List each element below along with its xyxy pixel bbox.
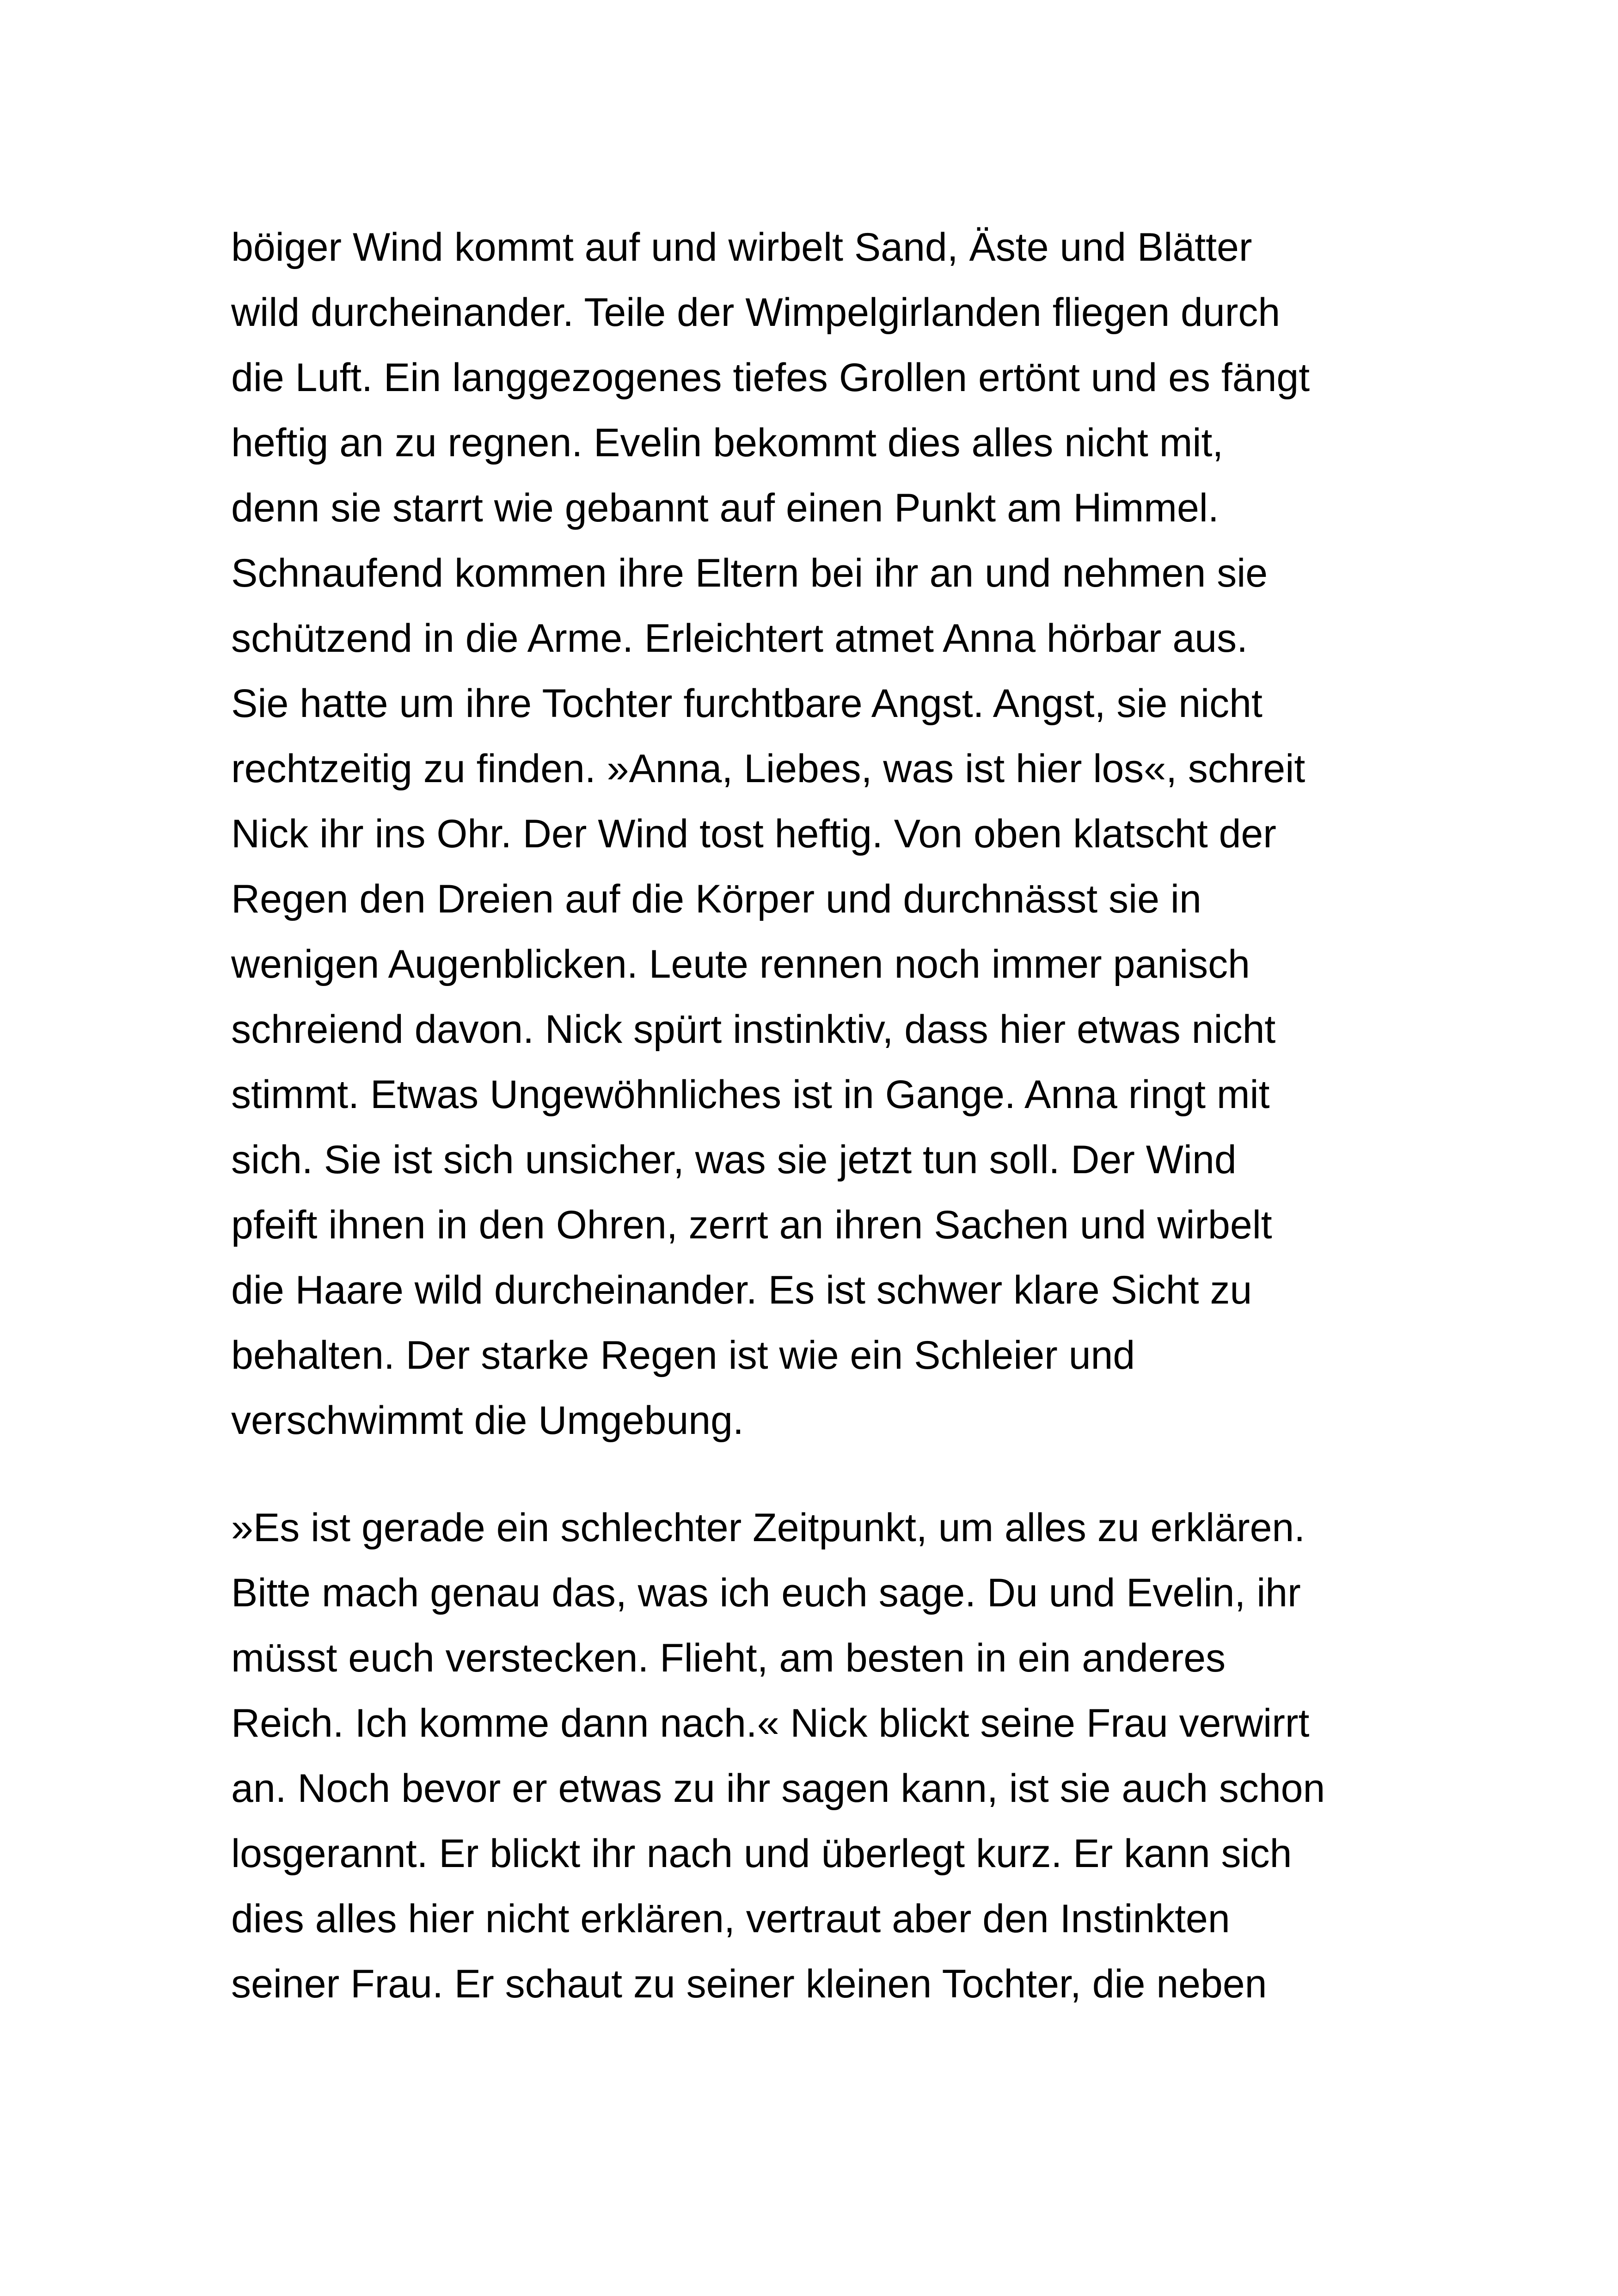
text-line: Schnaufend kommen ihre Eltern bei ihr an und nehmen sie [231, 551, 1268, 595]
text-line: sich. Sie ist sich unsicher, was sie jetzt tun soll. Der Wind [231, 1138, 1237, 1182]
text-line: böiger Wind kommt auf und wirbelt Sand, Äste und Blätter [231, 225, 1252, 269]
text-line: dies alles hier nicht erklären, vertraut aber den Instinkten [231, 1897, 1230, 1941]
text-line: rechtzeitig zu finden. »Anna, Liebes, was ist hier los«, schreit [231, 747, 1305, 791]
text-line: denn sie starrt wie gebannt auf einen Punkt am Himmel. [231, 486, 1219, 530]
text-line: Regen den Dreien auf die Körper und durchnässt sie in [231, 877, 1201, 921]
text-line: seiner Frau. Er schaut zu seiner kleinen Tochter, die neben [231, 1962, 1267, 2006]
text-line: Sie hatte um ihre Tochter furchtbare Angst. Angst, sie nicht [231, 681, 1263, 726]
text-line: müsst euch verstecken. Flieht, am besten in ein anderes [231, 1636, 1226, 1680]
text-line: die Haare wild durcheinander. Es ist schwer klare Sicht zu [231, 1268, 1252, 1312]
text-line: schreiend davon. Nick spürt instinktiv, dass hier etwas nicht [231, 1007, 1276, 1052]
text-line: Reich. Ich komme dann nach.« Nick blickt seine Frau verwirrt [231, 1701, 1310, 1745]
text-line: an. Noch bevor er etwas zu ihr sagen kann, ist sie auch schon [231, 1766, 1325, 1811]
text-line: pfeift ihnen in den Ohren, zerrt an ihren Sachen und wirbelt [231, 1203, 1272, 1247]
text-line: verschwimmt die Umgebung. [231, 1398, 744, 1443]
paragraph-2 [231, 1495, 1415, 2017]
paragraph-1 [231, 215, 1415, 1453]
text-line: die Luft. Ein langgezogenes tiefes Grollen ertönt und es fängt [231, 355, 1310, 400]
text-line: »Es ist gerade ein schlechter Zeitpunkt, um alles zu erklären. [231, 1506, 1305, 1550]
text-line: Nick ihr ins Ohr. Der Wind tost heftig. Von oben klatscht der [231, 812, 1276, 856]
text-line: Bitte mach genau das, was ich euch sage. Du und Evelin, ihr [231, 1571, 1301, 1615]
text-line: losgerannt. Er blickt ihr nach und überlegt kurz. Er kann sich [231, 1831, 1292, 1876]
text-line: stimmt. Etwas Ungewöhnliches ist in Gange. Anna ringt mit [231, 1072, 1270, 1117]
text-line: heftig an zu regnen. Evelin bekommt dies alles nicht mit, [231, 421, 1224, 465]
text-line: wild durcheinander. Teile der Wimpelgirlanden fliegen durch [231, 290, 1281, 335]
text-line: wenigen Augenblicken. Leute rennen noch immer panisch [231, 942, 1250, 986]
text-line: schützend in die Arme. Erleichtert atmet Anna hörbar aus. [231, 616, 1248, 661]
text-line: behalten. Der starke Regen ist wie ein Schleier und [231, 1333, 1135, 1378]
